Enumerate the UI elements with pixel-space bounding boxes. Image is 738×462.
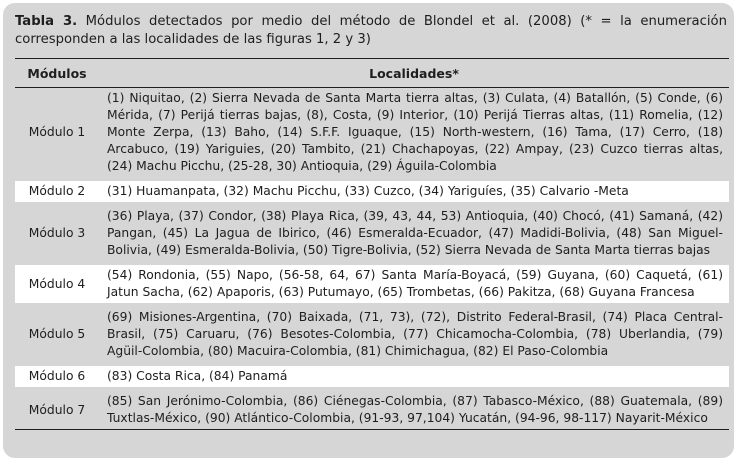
localities-cell: (31) Huamanpata, (32) Machu Picchu, (33) Cuzco, (34) Yariguíes, (35) Calvario -Meta [99, 179, 729, 204]
table-caption [15, 13, 727, 49]
table-row [15, 204, 729, 263]
module-cell: Módulo 6 [15, 364, 99, 389]
table-row [15, 305, 729, 364]
caption-label: Tabla 3. [15, 14, 78, 29]
table-row [15, 88, 729, 180]
table-row [15, 179, 729, 204]
module-cell: Módulo 5 [15, 305, 99, 364]
table-header-row [15, 59, 729, 88]
table-row [15, 389, 729, 430]
localities-cell: (85) San Jerónimo-Colombia, (86) Ciénegas-Colombia, (87) Tabasco-México, (88) Guatemala, (89) Tuxtlas-México, (90) Atlántico-Colombia, (91-93, 97,104) Yucatán, (94-96, 98-117) Nayarit-México [99, 389, 729, 430]
module-cell: Módulo 7 [15, 389, 99, 430]
module-cell: Módulo 4 [15, 263, 99, 305]
module-cell: Módulo 1 [15, 88, 99, 180]
header-modulos: Módulos [15, 59, 99, 88]
caption-text: Módulos detectados por medio del método de Blondel et al. (2008) (* = la enumeración corresponden a las localidades de las figuras 1, 2 y 3) [15, 14, 727, 47]
table-panel [3, 3, 734, 458]
table-row [15, 263, 729, 305]
localities-cell: (83) Costa Rica, (84) Panamá [99, 364, 729, 389]
header-localidades: Localidades* [99, 59, 729, 88]
module-cell: Módulo 3 [15, 204, 99, 263]
localities-cell: (69) Misiones-Argentina, (70) Baixada, (71, 73), (72), Distrito Federal-Brasil, (74) Placa Central-Brasil, (75) Caruaru, (76) Besotes-Colombia, (77) Chicamocha-Colombia, (78) Uberlandia, (79) Agüil-Colombia, (80) Macuira-Colombia, (81) Chimichagua, (82) El Paso-Colombia [99, 305, 729, 364]
localities-cell: (1) Niquitao, (2) Sierra Nevada de Santa Marta tierra altas, (3) Culata, (4) Batallón, (5) Conde, (6) Mérida, (7) Perijá tierras bajas, (8), Costa, (9) Interior, (10) Perijá Tierras altas, (11) Romelia, (12) Monte Zerpa, (13) Baho, (14) S.F.F. Iguaque, (15) North-western, (16) Tama, (17) Cerro, (18) Arcabuco, (19) Yariguies, (20) Tambito, (21) Chachapoyas, (22) Ampay, (23) Cuzco tierras altas, (24) Machu Picchu, (25-28, 30) Antioquia, (29) Águila-Colombia [99, 88, 729, 180]
localities-cell: (54) Rondonia, (55) Napo, (56-58, 64, 67) Santa María-Boyacá, (59) Guyana, (60) Caquetá, (61) Jatun Sacha, (62) Apaporis, (63) Putumayo, (65) Trombetas, (66) Pakitza, (68) Guyana Francesa [99, 263, 729, 305]
table-row [15, 364, 729, 389]
modules-table [15, 58, 729, 430]
localities-cell: (36) Playa, (37) Condor, (38) Playa Rica, (39, 43, 44, 53) Antioquia, (40) Chocó, (41) Samaná, (42) Pangan, (45) La Jagua de Ibirico, (46) Esmeralda-Ecuador, (47) Madidi-Bolivia, (48) San Miguel-Bolivia, (49) Esmeralda-Bolivia, (50) Tigre-Bolivia, (52) Sierra Nevada de Santa Marta tierras bajas [99, 204, 729, 263]
module-cell: Módulo 2 [15, 179, 99, 204]
